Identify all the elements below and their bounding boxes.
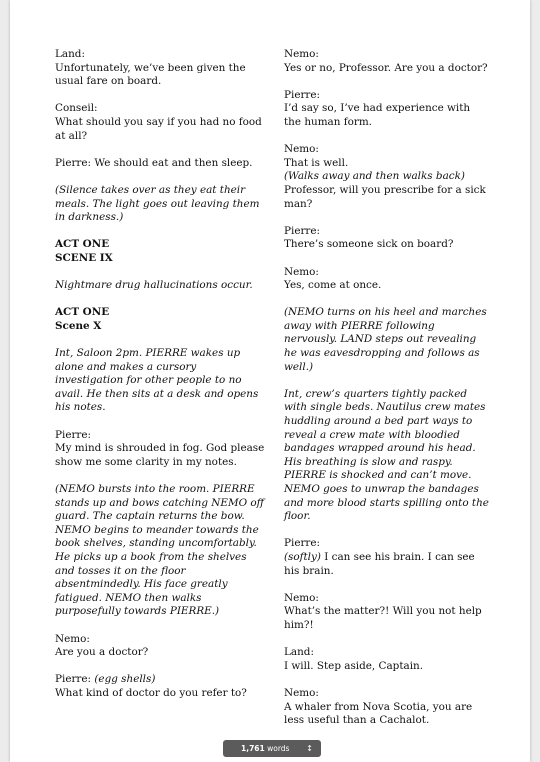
dialogue-nemo	[284, 266, 489, 293]
dialogue-nemo	[284, 143, 489, 211]
dialogue-nemo	[55, 633, 265, 660]
speaker-name: Land:	[55, 48, 85, 60]
scene-heading	[55, 238, 265, 265]
word-count-button[interactable]	[223, 740, 321, 757]
dialogue-nemo	[284, 48, 489, 75]
dialogue-text: That is well.	[284, 156, 349, 169]
speaker-name: Conseil:	[55, 102, 98, 115]
dialogue-pierre	[284, 89, 489, 130]
stage-direction: (NEMO turns on his heel and marches away with PIERRE following nervously. LAND steps out revealing he was eavesdropping and follows as well.)	[284, 306, 487, 373]
dialogue-text: I’d say so, I’ve had experience with the human form.	[284, 102, 471, 128]
dialogue-text: Unfortunately, we’ve been given the usual fare on board.	[55, 61, 246, 88]
parenthetical: (softly)	[284, 550, 321, 563]
speaker-name: Pierre:	[284, 224, 321, 237]
parenthetical: (egg shells)	[91, 673, 156, 686]
speaker-name: Pierre:	[55, 428, 92, 441]
stage-direction: (NEMO bursts into the room. PIERRE stands up and bows catching NEMO off guard. The captain returns the bow. NEMO begins to meander towards the book shelves, standing uncomfortably. He picks up a book from the shelves and tosses it on the floor absentmindedly. His face greatly fatigued. NEMO then walks purposefully towards PIERRE.)	[55, 483, 265, 618]
dialogue-text: A whaler from Nova Scotia, you are less useful than a Cachalot.	[284, 700, 473, 727]
word-count-label: words	[264, 744, 290, 753]
up-down-chevron-icon: ↕	[306, 744, 313, 753]
speaker-name: Nemo:	[284, 48, 319, 60]
dialogue-conseil	[55, 102, 265, 143]
parenthetical: (Walks away and then walks back)	[284, 170, 465, 183]
speaker-name: Pierre:	[55, 156, 92, 169]
dialogue-pierre	[55, 429, 265, 470]
act-title: ACT ONE	[55, 306, 110, 319]
speaker-name: Pierre:	[284, 537, 321, 550]
speaker-name: Nemo:	[284, 143, 319, 156]
speaker-name: Nemo:	[284, 591, 319, 604]
dialogue-text: Professor, will you prescribe for a sick man?	[284, 183, 486, 210]
scene-title: Scene X	[55, 319, 102, 332]
dialogue-nemo	[284, 592, 489, 633]
speaker-name: Land:	[284, 646, 314, 659]
left-column	[55, 48, 265, 714]
dialogue-nemo	[284, 687, 489, 728]
dialogue-text: I can see his brain. I can see his brain.	[284, 550, 475, 577]
right-column	[284, 48, 489, 741]
dialogue-text: My mind is shrouded in fog. God please show me some clarity in my notes.	[55, 442, 265, 468]
speaker-name: Nemo:	[284, 686, 319, 699]
dialogue-pierre	[55, 157, 265, 171]
document-page	[10, 0, 530, 762]
dialogue-text: We should eat and then sleep.	[91, 156, 253, 169]
dialogue-text: What’s the matter?! Will you not help him?!	[284, 605, 482, 631]
word-count-value: 1,761	[241, 744, 265, 753]
speaker-name: Pierre:	[55, 673, 92, 686]
dialogue-pierre	[55, 673, 265, 700]
dialogue-text: There’s someone sick on board?	[284, 238, 454, 251]
stage-direction: Int, Saloon 2pm. PIERRE wakes up alone and makes a cursory investigation for other people to no avail. He then sits at a desk and opens his notes.	[55, 347, 259, 414]
speaker-name: Pierre:	[284, 88, 321, 101]
scene-heading	[55, 306, 265, 333]
stage-direction: (Silence takes over as they eat their meals. The light goes out leaving them in darkness.)	[55, 183, 260, 224]
speaker-name: Nemo:	[55, 632, 90, 645]
dialogue-text: What kind of doctor do you refer to?	[55, 686, 247, 699]
dialogue-pierre	[284, 537, 489, 578]
stage-direction: Int, crew’s quarters tightly packed with single beds. Nautilus crew mates huddling around a bed part ways to reveal a crew mate with bloodied bandages wrapped around his head. His breathing is slow and raspy. PIERRE is shocked and can’t move. NEMO goes to unwrap the bandages and more blood starts spilling onto the floor.	[284, 387, 489, 523]
act-title: ACT ONE	[55, 238, 110, 251]
dialogue-text: Yes or no, Professor. Are you a doctor?	[284, 61, 488, 74]
stage-direction: Nightmare drug hallucinations occur.	[55, 279, 253, 292]
dialogue-land	[284, 646, 489, 673]
scene-title: SCENE IX	[55, 251, 113, 264]
dialogue-text: I will. Step aside, Captain.	[284, 659, 424, 672]
dialogue-text: Are you a doctor?	[55, 646, 149, 659]
dialogue-text: Yes, come at once.	[284, 279, 382, 292]
dialogue-land	[55, 48, 265, 89]
dialogue-text: What should you say if you had no food at all?	[55, 115, 262, 142]
dialogue-pierre	[284, 225, 489, 252]
speaker-name: Nemo:	[284, 265, 319, 278]
